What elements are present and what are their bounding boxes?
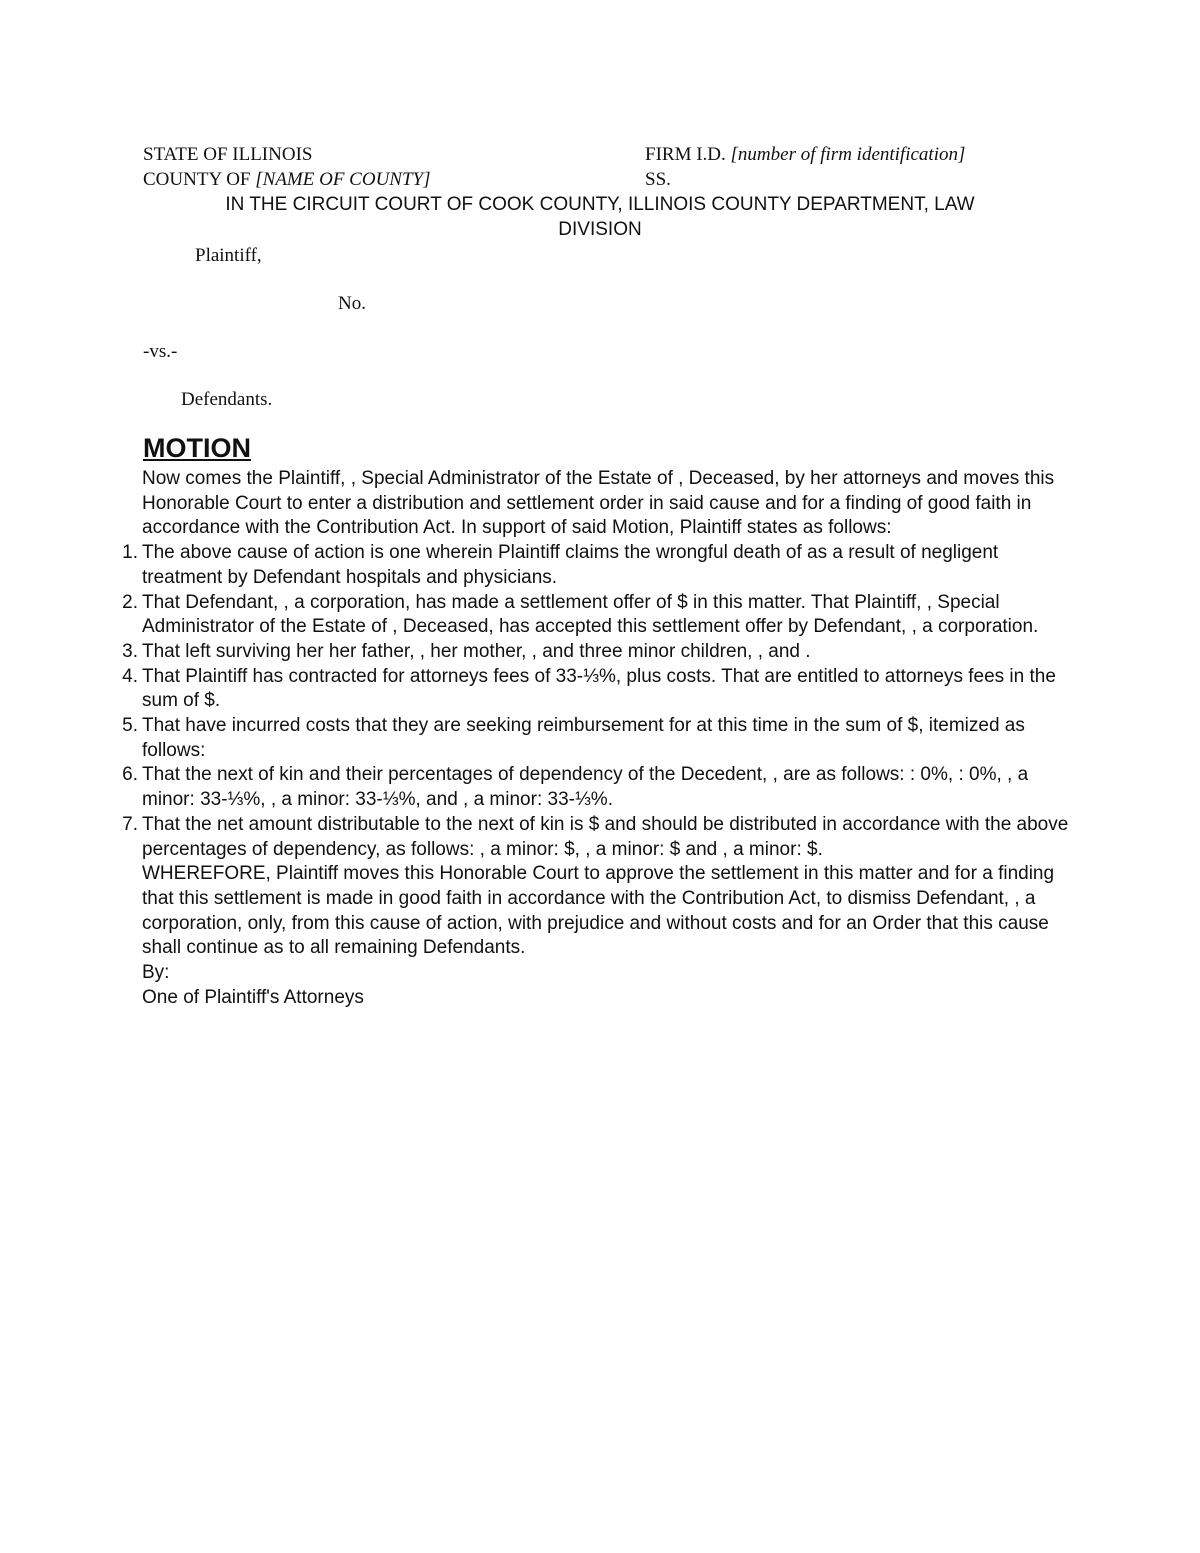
plaintiff-label: Plaintiff, xyxy=(195,245,262,266)
county-placeholder: [NAME OF COUNTY] xyxy=(255,169,431,190)
county-line xyxy=(143,168,431,192)
list-item xyxy=(122,640,1072,665)
state-text: STATE OF ILLINOIS xyxy=(143,144,313,165)
case-number-label: No. xyxy=(338,293,366,314)
list-item-number: 3. xyxy=(122,640,138,662)
list-item-number: 7. xyxy=(122,813,138,835)
list-item-number: 4. xyxy=(122,665,138,687)
defendants-label: Defendants. xyxy=(181,389,273,410)
by-label: By: xyxy=(142,962,170,984)
list-item-number: 6. xyxy=(122,764,138,786)
state-heading xyxy=(143,143,312,167)
list-item-number: 5. xyxy=(122,715,138,737)
list-item xyxy=(122,541,1072,590)
versus-label: -vs.- xyxy=(143,341,178,362)
list-item-text: The above cause of action is one wherein Plaintiff claims the wrongful death of as a result of negligent treatment by Defendant hospitals and physicians. xyxy=(142,542,999,588)
court-line-2: DIVISION xyxy=(558,219,642,240)
county-label: COUNTY OF xyxy=(143,169,256,190)
wherefore-paragraph: WHEREFORE, Plaintiff moves this Honorable Court to approve the settlement in this matter and for a finding that this settlement is made in good faith in accordance with the Contribution Act, to dismiss Defendant, , a corporation, only, from this cause of action, with prejudice and without costs and for an Order that this cause shall continue as to all remaining Defendants. xyxy=(142,863,1055,959)
ss-label: SS. xyxy=(645,169,671,190)
court-line-1: IN THE CIRCUIT COURT OF COOK COUNTY, ILLINOIS COUNTY DEPARTMENT, LAW xyxy=(225,194,975,215)
list-item xyxy=(122,813,1072,862)
intro-paragraph: Now comes the Plaintiff, , Special Administrator of the Estate of , Deceased, by her attorneys and moves this Honorable Court to enter a distribution and settlement order in said cause and for a finding of good faith in accordance with the Contribution Act. In support of said Motion, Plaintiff states as follows: xyxy=(142,468,1055,539)
firm-id-line xyxy=(645,143,965,167)
list-item xyxy=(122,714,1072,763)
numbered-list xyxy=(122,541,1072,862)
list-item xyxy=(122,591,1072,640)
list-item-text: That left surviving her her father, , her mother, , and three minor children, , and . xyxy=(142,640,811,662)
list-item-number: 1. xyxy=(122,542,138,564)
list-item-text: That Defendant, , a corporation, has made a settlement offer of $ in this matter. That Plaintiff, , Special Administrator of the Estate of , Deceased, has accepted this settlement offer by Defendant, , a corporation. xyxy=(142,591,1039,638)
list-item xyxy=(122,665,1072,714)
firm-id-placeholder: [number of firm identification] xyxy=(730,144,966,165)
list-item-text: That the net amount distributable to the next of kin is $ and should be distributed in accordance with the above percentages of dependency, as follows: , a minor: $, , a minor: $ and , a minor: $. xyxy=(142,813,1069,860)
signature-line: One of Plaintiff's Attorneys xyxy=(142,986,364,1008)
firm-id-label: FIRM I.D. xyxy=(645,144,731,165)
list-item xyxy=(122,763,1072,812)
motion-body xyxy=(122,467,1072,1010)
list-item-text: That Plaintiff has contracted for attorneys fees of 33-⅓%, plus costs. That are entitled to attorneys fees in the sum of $. xyxy=(142,665,1056,712)
list-item-text: That have incurred costs that they are seeking reimbursement for at this time in the sum of $, itemized as follows: xyxy=(142,715,1025,761)
court-caption xyxy=(140,192,1060,242)
list-item-number: 2. xyxy=(122,591,138,613)
list-item-text: That the next of kin and their percentages of dependency of the Decedent, , are as follows: : 0%, : 0%, , a minor: 33-⅓%, , a minor: 33-⅓%, and , a minor: 33-⅓%. xyxy=(142,764,1029,811)
motion-title: MOTION xyxy=(143,433,251,463)
